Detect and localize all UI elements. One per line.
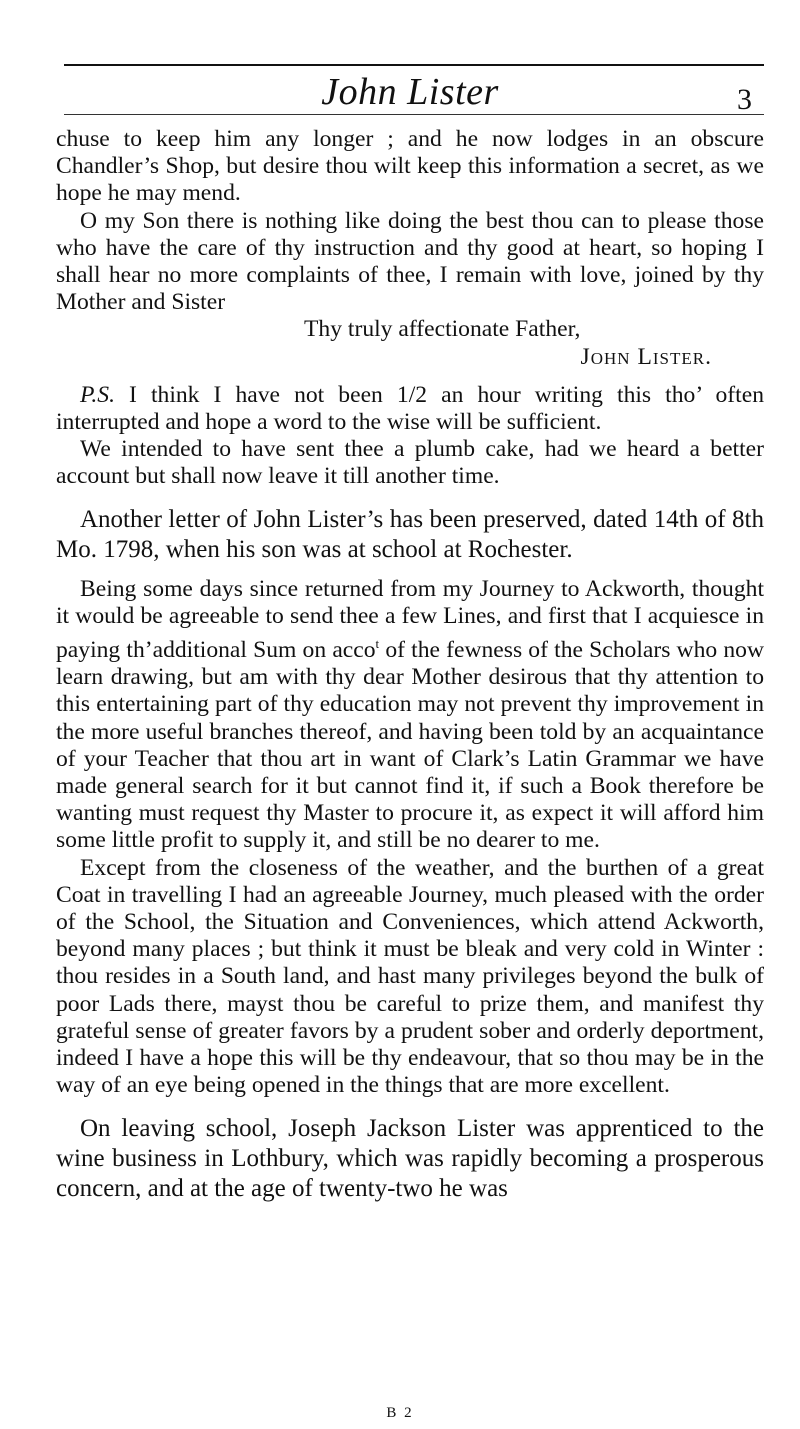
letter-closing: Thy truly affectionate Father,: [304, 316, 581, 343]
signature-mark: B 2: [386, 1405, 414, 1421]
top-rule: [64, 64, 764, 66]
page-header: [56, 70, 764, 114]
superscript: t: [375, 636, 380, 652]
page-number: 3: [737, 83, 752, 116]
letter-paragraph: Except from the closeness of the weather, and the burthen of a great Coat in travelling I had an agreeable Journey, much pleased with the order of the School, the Situation and Conveniences, which attend Ackworth, beyond many places ; but think it must be bleak and very cold in Winter : thou resides in a South land, and hast many privileges beyond the bulk of poor Lads there, mayst thou be careful to prize them, and manifest thy grateful sense of greater favors by a prudent sober and orderly deportment, indeed I have a hope this will be thy endeavour, that so thou may be in the way of an eye being opened in the things that are more excellent.: [56, 854, 764, 1099]
page-body: [56, 126, 764, 1204]
header-rule: [64, 114, 764, 115]
paragraph: O my Son there is nothing like doing the best thou can to please those who have the care of thy instruction and thy good at heart, so hoping I shall hear no more complaints of thee, I remain with love, joined by thy Mother and Sister: [56, 207, 764, 316]
letter-text: of the fewness of the Scholars who now learn drawing, but am with thy dear Mother desirous that thy attention to this entertaining part of thy education may not prevent thy improvement in the more useful branches thereof, and having been told by an acquaintance of your Teacher that thou art in want of Clark’s Latin Grammar we have made general search for it but cannot find it, if such a Book therefore be wanting must request thy Master to procure it, as expect it will afford him some little profit to supply it, and still be no dearer to me.: [56, 637, 764, 854]
paragraph: We intended to have sent thee a plumb cake, had we heard a better account but shall now leave it till another time.: [56, 436, 764, 490]
postscript-label: P.S.: [80, 381, 115, 408]
letter-paragraph: [56, 576, 764, 855]
postscript: [56, 382, 764, 436]
narrative-paragraph: Another letter of John Lister’s has been preserved, dated 14th of 8th Mo. 1798, when his son was at school at Rochester.: [56, 505, 764, 563]
narrative-paragraph: On leaving school, Joseph Jackson Lister was apprenticed to the wine business in Lothbury, which was rapidly becoming a prosperous concern, and at the age of twenty-two he was: [56, 1114, 764, 1202]
letter-signature: John Lister.: [580, 343, 712, 370]
letter-text: Being some days since returned from my Journey to Ackworth, thought it would be agreeable to send thee a few Lines, and first that I acquiesce in paying th’additional Sum on acco: [56, 575, 764, 664]
paragraph-continued: chuse to keep him any longer ; and he now lodges in an obscure Chandler’s Shop, but desire thou wilt keep this information a secret, as we hope he may mend.: [56, 126, 764, 207]
postscript-text: I think I have not been 1/2 an hour writing this tho’ often interrupted and hope a word to the wise will be sufficient.: [56, 381, 764, 436]
running-head: John Lister: [321, 71, 499, 113]
